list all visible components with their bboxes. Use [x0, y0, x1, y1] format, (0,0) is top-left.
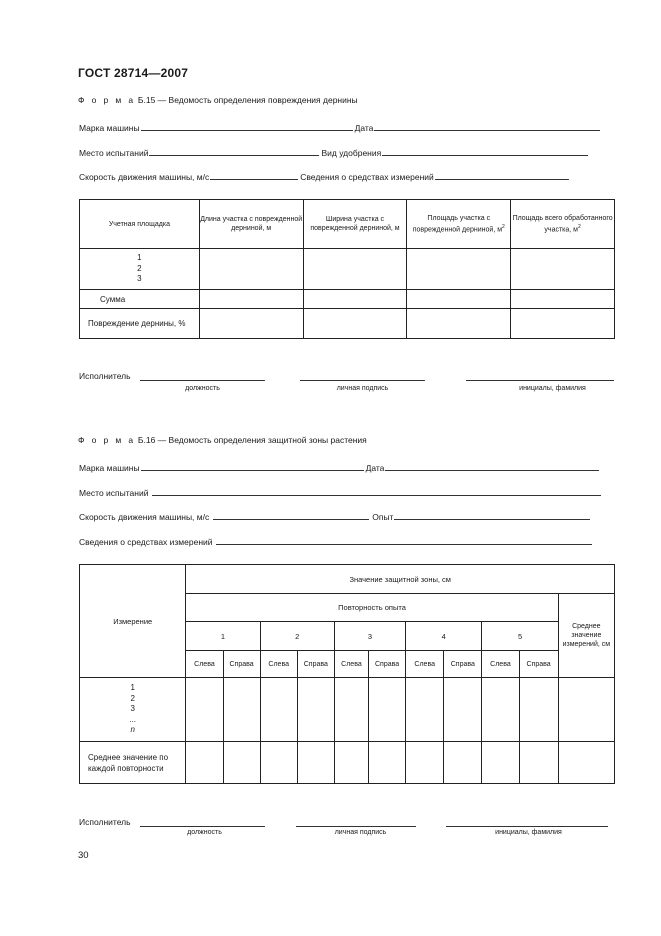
speed-field[interactable] [210, 169, 298, 180]
place-field[interactable] [149, 145, 319, 156]
speed-label: Скорость движения машины, м/с [79, 512, 210, 522]
date-field[interactable] [374, 120, 600, 131]
instruments-label: Сведения о средствах измерений [300, 172, 434, 182]
executor-label: Исполнитель [79, 817, 131, 827]
speed-field[interactable] [213, 509, 369, 520]
place-label: Место испытаний [79, 488, 149, 498]
place-fertilizer-row [79, 145, 588, 158]
table-header-row [80, 200, 615, 249]
sum-label: Сумма [80, 290, 200, 309]
left-header: Слева [406, 651, 444, 678]
position-caption: должность [187, 829, 222, 836]
name-line[interactable] [446, 826, 608, 827]
col-width: Ширина участка с поврежденной дерниной, м [303, 200, 407, 249]
place-row [79, 485, 601, 498]
speed-instruments-row [79, 169, 569, 182]
instruments-field[interactable] [216, 534, 592, 545]
right-header: Справа [444, 651, 482, 678]
col-total-area: Площадь всего обработанного участка, $м^2$ [511, 200, 615, 249]
repetition-header: Повторность опыта [186, 594, 558, 622]
name-caption: инициалы, фамилия [495, 829, 562, 836]
instruments-label: Сведения о средствах измерений [79, 537, 213, 547]
speed-label: Скорость движения машины, м/с [79, 172, 210, 182]
form-prefix: Ф о р м а [78, 95, 136, 105]
fertilizer-field[interactable] [382, 145, 588, 156]
position-line[interactable] [140, 380, 265, 381]
fertilizer-label: Вид удобрения [321, 148, 382, 158]
table-row [80, 309, 615, 339]
repeat-3: 3 [334, 622, 405, 651]
avg-row-label: Среднее значение по каждой повторности [80, 742, 186, 784]
left-header: Слева [260, 651, 297, 678]
form-number-title: Б.16 — Ведомость определения защитной зоны растения [135, 435, 367, 445]
zone-value-header: Значение защитной зоны, см [186, 565, 615, 594]
repeat-5: 5 [482, 622, 558, 651]
machine-label: Марка машины [79, 123, 140, 133]
name-line[interactable] [466, 380, 614, 381]
signature-line[interactable] [300, 380, 425, 381]
table-row [80, 742, 615, 784]
page-number: 30 [78, 850, 89, 861]
form-b16-title [78, 435, 367, 445]
executor-label: Исполнитель [79, 371, 131, 381]
row-numbers: 1 2 3 ... n [80, 678, 186, 742]
average-header: Среднее значение измерений, см [558, 594, 614, 678]
signature-line[interactable] [296, 826, 416, 827]
form-number-title: Б.15 — Ведомость определения повреждения дернины [135, 95, 358, 105]
col-area: Площадь участка с поврежденной дерниной, $м^2$ [407, 200, 511, 249]
document-header: ГОСТ 28714—2007 [78, 66, 189, 80]
table-row [80, 290, 615, 309]
row-numbers: 1 2 3 [80, 249, 200, 290]
repeat-1: 1 [186, 622, 260, 651]
form-b15-title [78, 95, 358, 105]
right-header: Справа [297, 651, 334, 678]
machine-field[interactable] [141, 120, 353, 131]
date-label: Дата [354, 123, 374, 133]
place-label: Место испытаний [79, 148, 149, 158]
col-measurement: Измерение [80, 565, 186, 678]
col-plot: Учетная площадка [80, 200, 200, 249]
position-caption: должность [185, 385, 220, 392]
position-line[interactable] [140, 826, 265, 827]
left-header: Слева [186, 651, 223, 678]
right-header: Справа [223, 651, 260, 678]
experiment-label: Опыт [372, 512, 394, 522]
name-caption: инициалы, фамилия [519, 385, 586, 392]
speed-experiment-row [79, 509, 590, 522]
repeat-2: 2 [260, 622, 334, 651]
instruments-field[interactable] [435, 169, 569, 180]
form-prefix: Ф о р м а [78, 435, 136, 445]
left-header: Слева [482, 651, 519, 678]
machine-date-row [79, 460, 599, 473]
date-field[interactable] [385, 460, 599, 471]
signature-caption: личная подпись [336, 385, 389, 392]
right-header: Справа [369, 651, 406, 678]
table-b16 [79, 564, 615, 784]
machine-date-row [79, 120, 600, 133]
date-label: Дата [365, 463, 385, 473]
experiment-field[interactable] [394, 509, 590, 520]
repeat-4: 4 [406, 622, 482, 651]
right-header: Справа [519, 651, 558, 678]
table-row [80, 249, 615, 290]
place-field[interactable] [152, 485, 601, 496]
instruments-row [79, 534, 592, 547]
table-row [80, 678, 615, 742]
table-b15 [79, 199, 615, 339]
signature-caption: личная подпись [334, 829, 387, 836]
damage-label: Повреждение дернины, % [80, 309, 200, 339]
col-length: Длина участка с поврежденной дерниной, м [199, 200, 303, 249]
machine-field[interactable] [141, 460, 364, 471]
machine-label: Марка машины [79, 463, 140, 473]
left-header: Слева [334, 651, 368, 678]
